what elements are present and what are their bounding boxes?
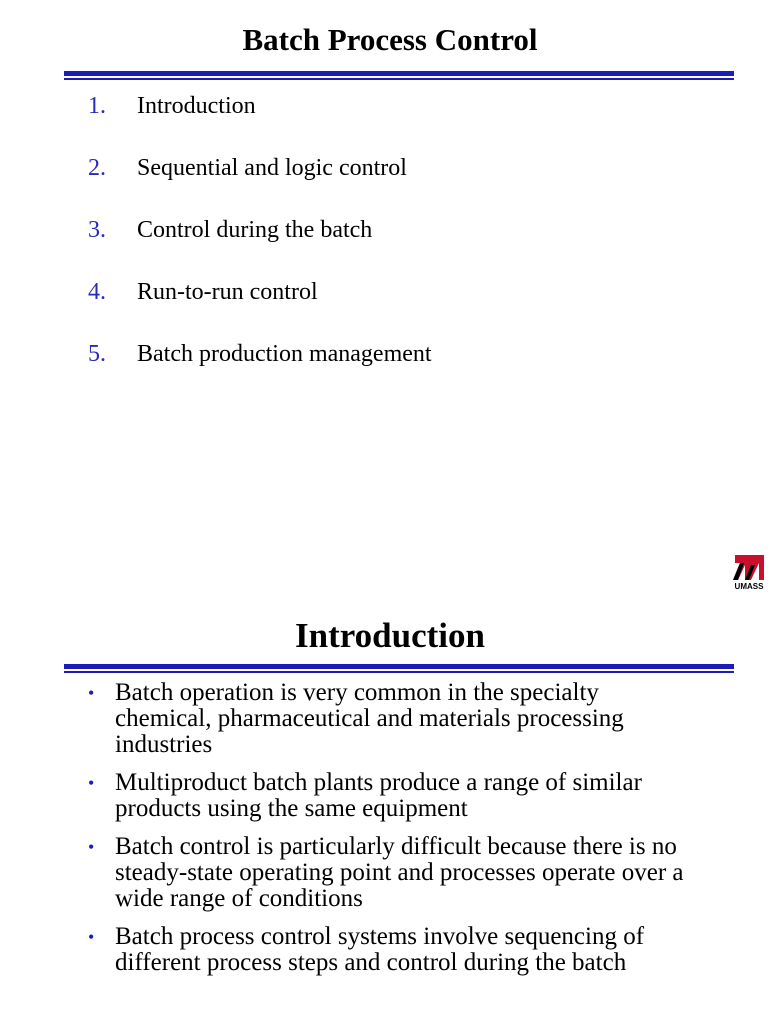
bullet-item [0, 770, 768, 822]
outline-item [0, 276, 768, 338]
outline-item [0, 214, 768, 276]
outline-item [0, 90, 768, 152]
outline-number: 5. [88, 341, 106, 367]
outline-label: Introduction [137, 93, 256, 119]
outline-label: Sequential and logic control [137, 155, 407, 181]
bullet-list [0, 680, 768, 988]
outline-number: 1. [88, 93, 106, 119]
umass-logo-text: UMASS [734, 582, 764, 591]
bullet-text: Batch process control systems involve sequencing of different process steps and control during the batch [115, 923, 645, 976]
slide-title: Batch Process Control [242, 22, 538, 57]
outline-label: Batch production management [137, 341, 432, 367]
bullet-dot: • [88, 927, 95, 947]
outline-list [0, 90, 768, 400]
bullet-item [0, 924, 768, 976]
bullet-dot: • [88, 837, 95, 857]
bullet-dot: • [88, 683, 95, 703]
outline-label: Run-to-run control [137, 279, 318, 305]
bullet-item [0, 680, 768, 758]
outline-label: Control during the batch [137, 217, 373, 243]
outline-item [0, 152, 768, 214]
bullet-text: Batch operation is very common in the specialty chemical, pharmaceutical and materials processing industries [115, 679, 624, 758]
title-divider [64, 71, 734, 80]
title-divider [64, 664, 734, 673]
bullet-text: Batch control is particularly difficult because there is no steady-state operating point and processes operate over a wide range of conditions [115, 833, 684, 912]
bullet-dot: • [88, 773, 95, 793]
outline-number: 4. [88, 279, 106, 305]
slide-title: Introduction [295, 616, 485, 655]
slide-introduction [0, 596, 768, 1024]
outline-number: 2. [88, 155, 106, 181]
umass-logo-stroke [733, 563, 744, 580]
outline-number: 3. [88, 217, 106, 243]
outline-item [0, 338, 768, 400]
bullet-text: Multiproduct batch plants produce a range of similar products using the same equipment [115, 769, 642, 822]
bullet-item [0, 834, 768, 912]
umass-logo [731, 553, 767, 591]
